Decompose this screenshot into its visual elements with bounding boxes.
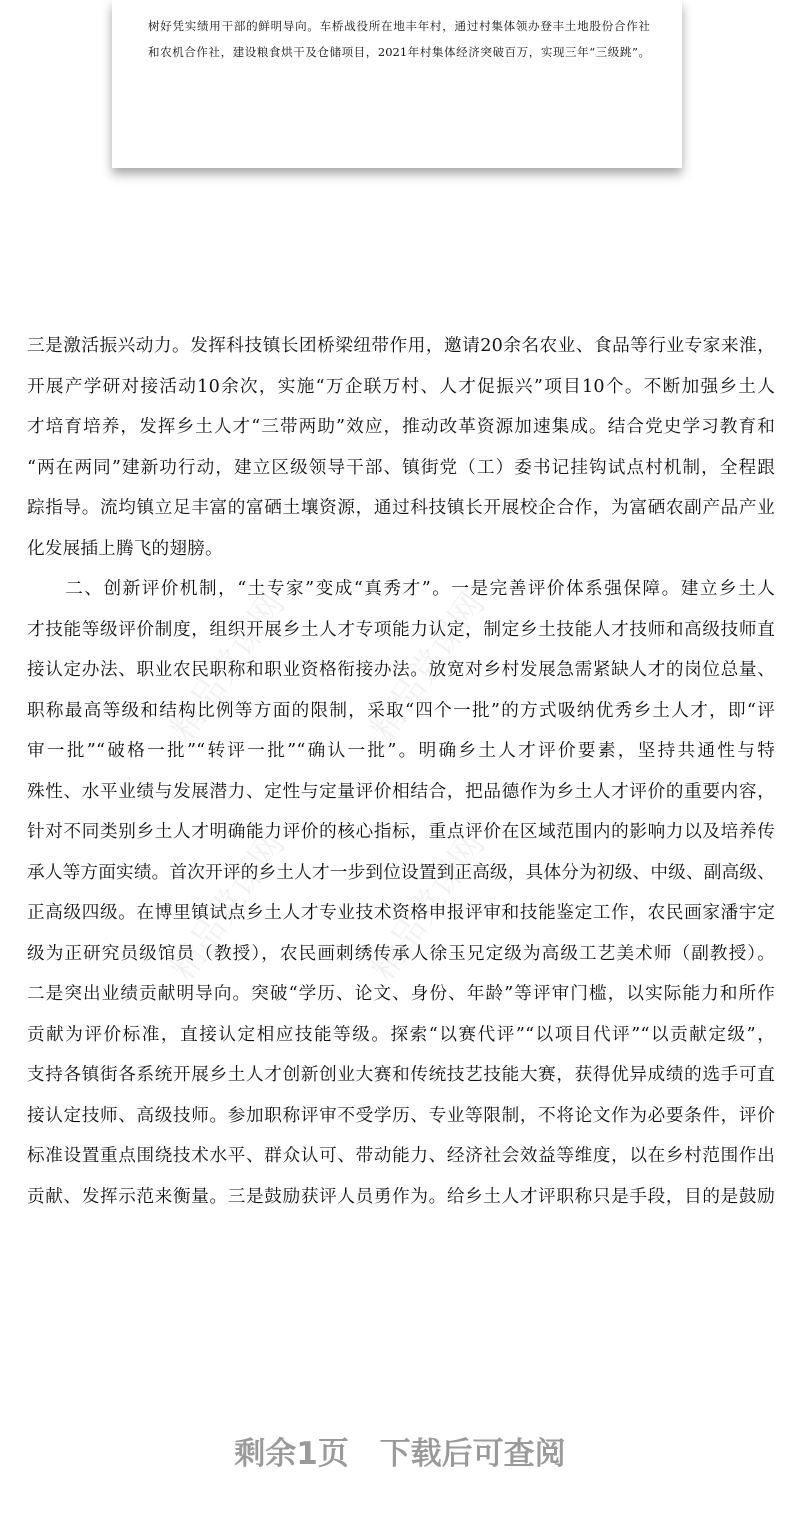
watermark: 精品党课网 (162, 585, 294, 748)
body-text-line: 踪指导。流均镇立足丰富的富硒土壤资源，通过科技镇长开展校企合作，为富硒农副产品产业 (27, 498, 775, 518)
card-text-line: 和农机合作社，建设粮食烘干及仓储项目，2021年村集体经济突破百万，实现三年“三级跳”。 (148, 45, 650, 59)
remaining-pages-notice[interactable]: 剩余1页 下载后可查阅 (234, 1436, 566, 1472)
body-text-line: 接认定办法、职业农民职称和职业资格衔接办法。放宽对乡村发展急需紧缺人才的岗位总量、 (27, 660, 775, 680)
body-text-line: 开展产学研对接活动10余次，实施“万企联万村、人才促振兴”项目10个。不断加强乡土人 (27, 376, 775, 397)
body-text-line: 化发展插上腾飞的翅膀。 (27, 538, 223, 559)
body-text-line: 接认定技师、高级技师。参加职称评审不受学历、专业等限制，不将论文作为必要条件，评价 (27, 1105, 775, 1126)
body-text-line: 正高级四级。在博里镇试点乡土人才专业技术资格申报评审和技能鉴定工作，农民画家潘宇定 (27, 903, 775, 923)
body-text-line: 才培育培养，发挥乡土人才“三带两助”效应，推动改革资源加速集成。结合党史学习教育和 (27, 417, 775, 437)
body-text-line: 三是激活振兴动力。发挥科技镇长团桥梁纽带作用，邀请20余名农业、食品等行业专家来淮， (27, 336, 775, 356)
body-text-line: 职称最高等级和结构比例等方面的限制，采取“四个一批”的方式吸纳优秀乡土人才，即“评 (27, 700, 775, 721)
document-body (27, 326, 775, 1217)
preview-page-card (112, 0, 682, 168)
body-text-line: 标准设置重点围绕技术水平、群众认可、带动能力、经济社会效益等维度，以在乡村范围作出 (27, 1146, 775, 1166)
body-text-line: 贡献、发挥示范来衡量。三是鼓励获评人员勇作为。给乡土人才评职称只是手段，目的是鼓励 (27, 1186, 775, 1207)
body-text-line: 支持各镇街各系统开展乡土人才创新创业大赛和传统技艺技能大赛，获得优异成绩的选手可直 (27, 1065, 775, 1085)
body-text-line: 贡献为评价标准，直接认定相应技能等级。探索“以赛代评”“以项目代评”“以贡献定级”， (27, 1024, 775, 1045)
body-text-line: 承人等方面实绩。首次开评的乡土人才一步到位设置到正高级，具体分为初级、中级、副高级、 (27, 862, 775, 883)
body-text-line: 殊性、水平业绩与发展潜力、定性与定量评价相结合，把品德作为乡土人才评价的重要内容， (27, 781, 775, 802)
body-text-line: 审一批”“破格一批”“转评一批”“确认一批”。明确乡土人才评价要素，坚持共通性与特 (27, 741, 775, 761)
body-text-line: 级为正研究员级馆员（教授），农民画刺绣传承人徐玉兄定级为高级工艺美术师（副教授）。 (27, 943, 775, 964)
body-text-line: 二、创新评价机制，“土专家”变成“真秀才”。一是完善评价体系强保障。建立乡土人 (27, 579, 775, 599)
watermark: 精品党课网 (362, 825, 494, 988)
watermark: 精品党课网 (162, 825, 294, 988)
body-text-line: 才技能等级评价制度，组织开展乡土人才专项能力认定，制定乡土技能人才技师和高级技师直 (27, 619, 775, 640)
watermark: 精品党课网 (362, 585, 494, 748)
card-text-line: 树好凭实绩用干部的鲜明导向。车桥战役所在地丰年村，通过村集体领办登丰土地股份合作社 (148, 19, 650, 33)
body-text-line: 针对不同类别乡土人才明确能力评价的核心指标，重点评价在区域范围内的影响力以及培养传 (27, 822, 775, 842)
body-text-line: “两在两同”建新功行动，建立区级领导干部、镇街党（工）委书记挂钩试点村机制，全程跟 (27, 457, 775, 478)
body-text-line: 二是突出业绩贡献明导向。突破“学历、论文、身份、年龄”等评审门槛，以实际能力和所作 (27, 984, 775, 1004)
